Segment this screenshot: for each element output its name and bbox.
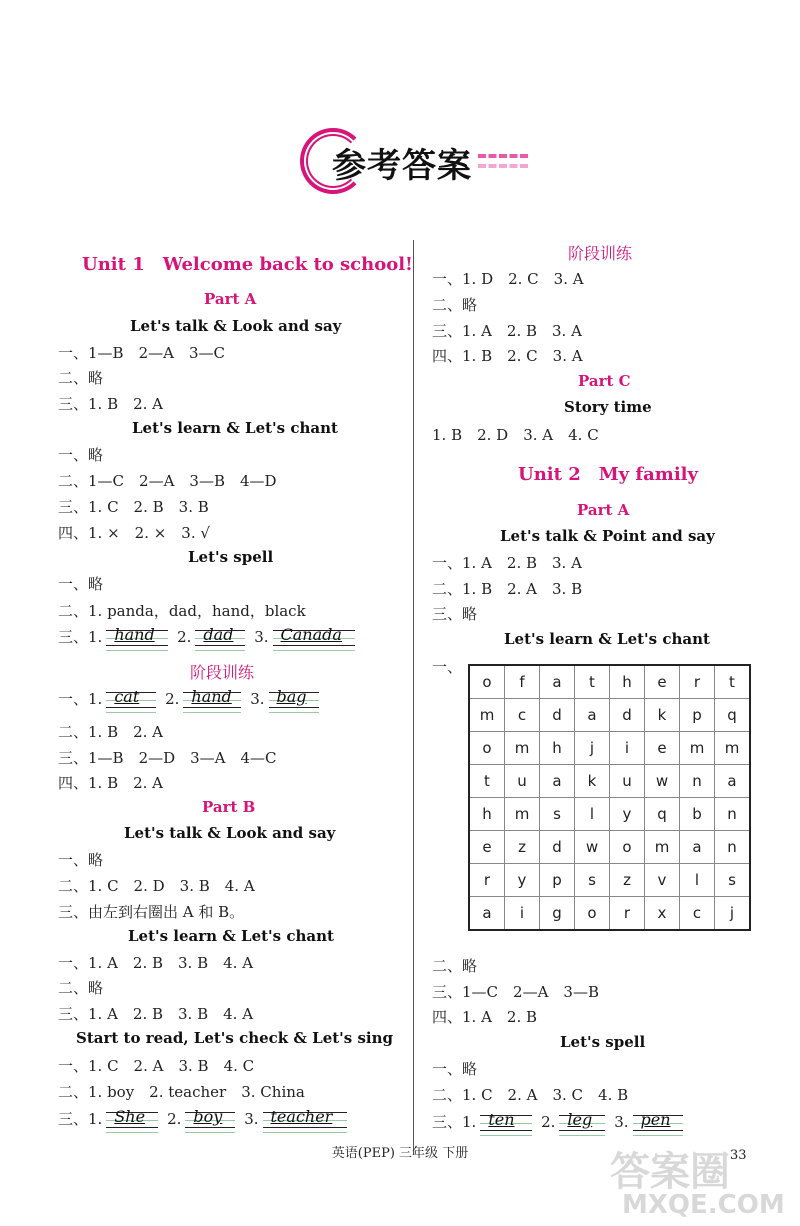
item-prefix: 三、1.: [58, 1110, 103, 1128]
grid-cell: q: [645, 798, 680, 831]
right-story-heading: Story time: [564, 398, 652, 416]
answer-line: 三、1—B 2—D 3—A 4—C: [58, 749, 277, 767]
grid-cell: i: [610, 732, 645, 765]
grid-cell: o: [469, 665, 505, 699]
grid-cell: a: [575, 699, 610, 732]
handwritten-word: Canada: [280, 625, 342, 644]
left-stage-heading: 阶段训练: [190, 663, 255, 682]
unit2-title: Unit 2 My family: [518, 464, 698, 485]
page-number: 33: [730, 1148, 747, 1163]
answer-line: 三、1. A 2. B 3. B 4. A: [58, 1005, 254, 1023]
answer-line: 二、1. B 2. A 3. B: [432, 580, 583, 598]
answer-line: 四、1. × 2. × 3. √: [58, 524, 210, 542]
handwriting-answer-line: [58, 1108, 351, 1132]
grid-cell: z: [610, 864, 645, 897]
handwriting-answer-line: [58, 626, 359, 650]
grid-cell: r: [610, 897, 645, 931]
grid-cell: n: [715, 798, 751, 831]
handwritten-word: leg: [567, 1110, 593, 1129]
grid-cell: b: [680, 798, 715, 831]
grid-cell: a: [540, 765, 575, 798]
grid-cell: l: [680, 864, 715, 897]
answer-line: 三、1. A 2. B 3. A: [432, 322, 582, 340]
title-dash-decoration-2: [478, 164, 528, 172]
grid-cell: h: [540, 732, 575, 765]
answer-line: 二、1. B 2. A: [58, 723, 164, 741]
item-number: 3.: [254, 628, 269, 646]
grid-row: [469, 665, 750, 699]
answer-line: 二、略: [432, 957, 478, 975]
item-prefix: 三、1.: [58, 628, 103, 646]
grid-cell: c: [680, 897, 715, 931]
left-talk-b-heading: Let's talk & Look and say: [124, 824, 336, 842]
answer-line: 二、略: [58, 979, 104, 997]
handwriting-box: [185, 1108, 235, 1132]
item-prefix: 三、1.: [432, 1113, 477, 1131]
grid-row: [469, 699, 750, 732]
handwritten-word: dad: [203, 625, 234, 644]
answer-line: 四、1. B 2. A: [58, 774, 164, 792]
grid-cell: m: [645, 831, 680, 864]
grid-cell: e: [645, 665, 680, 699]
grid-cell: q: [715, 699, 751, 732]
handwriting-box: [269, 688, 319, 712]
handwriting-box: [183, 688, 241, 712]
grid-cell: p: [680, 699, 715, 732]
answer-line: 一、1. A 2. B 3. B 4. A: [58, 954, 254, 972]
page-title-block: [300, 128, 540, 198]
column-divider: [413, 240, 414, 1155]
right-stage-heading: 阶段训练: [568, 244, 633, 263]
grid-cell: r: [680, 665, 715, 699]
grid-cell: e: [469, 831, 505, 864]
item-number: 3.: [614, 1113, 629, 1131]
grid-cell: s: [575, 864, 610, 897]
right-talk-heading: Let's talk & Point and say: [500, 527, 715, 545]
grid-cell: s: [540, 798, 575, 831]
left-spell-heading: Let's spell: [188, 548, 274, 566]
answer-line: 一、1. D 2. C 3. A: [432, 270, 584, 288]
handwriting-box: [559, 1111, 605, 1135]
grid-cell: k: [645, 699, 680, 732]
item-number: 2.: [541, 1113, 556, 1131]
answer-line: 三、略: [432, 605, 478, 623]
answer-line: 四、1. B 2. C 3. A: [432, 347, 583, 365]
handwriting-box: [263, 1108, 347, 1132]
grid-cell: z: [505, 831, 540, 864]
page-title: 参考答案: [332, 146, 472, 186]
right-spell-heading: Let's spell: [560, 1033, 646, 1051]
grid-cell: n: [680, 765, 715, 798]
item-number: 2.: [165, 690, 180, 708]
grid-row: [469, 864, 750, 897]
grid-cell: d: [610, 699, 645, 732]
answer-line: 一、略: [58, 851, 104, 869]
handwriting-box: [480, 1111, 532, 1135]
answer-line: 1. B 2. D 3. A 4. C: [432, 426, 599, 444]
grid-cell: l: [575, 798, 610, 831]
grid-row: [469, 897, 750, 931]
right-part-a-heading: Part A: [577, 501, 630, 519]
answer-line: 二、略: [58, 369, 104, 387]
handwritten-word: boy: [193, 1107, 223, 1126]
handwriting-answer-line: [58, 688, 323, 712]
grid-cell: w: [645, 765, 680, 798]
item-number: 3.: [250, 690, 265, 708]
grid-cell: o: [610, 831, 645, 864]
grid-cell: m: [680, 732, 715, 765]
grid-cell: r: [469, 864, 505, 897]
left-part-b-heading: Part B: [202, 798, 256, 816]
title-dash-decoration: [478, 154, 528, 162]
word-search-grid: [468, 664, 751, 931]
answer-line: 二、1—C 2—A 3—B 4—D: [58, 472, 277, 490]
handwritten-word: teacher: [270, 1107, 333, 1126]
grid-cell: h: [610, 665, 645, 699]
handwritten-word: cat: [114, 687, 140, 706]
grid-row: [469, 765, 750, 798]
handwriting-box: [195, 626, 245, 650]
grid-cell: u: [610, 765, 645, 798]
grid-cell: a: [715, 765, 751, 798]
grid-cell: d: [540, 699, 575, 732]
handwritten-word: pen: [640, 1110, 671, 1129]
grid-cell: h: [469, 798, 505, 831]
answer-line: 二、1. boy 2. teacher 3. China: [58, 1083, 305, 1101]
grid-cell: m: [505, 732, 540, 765]
left-part-a-heading: Part A: [204, 290, 257, 308]
grid-cell: a: [680, 831, 715, 864]
grid-row: [469, 831, 750, 864]
grid-cell: e: [645, 732, 680, 765]
answer-line: 一、略: [58, 575, 104, 593]
grid-cell: m: [715, 732, 751, 765]
answer-line: 一、略: [58, 446, 104, 464]
answer-line: 一、1. A 2. B 3. A: [432, 554, 582, 572]
handwritten-word: She: [114, 1107, 146, 1126]
watermark-url: MXQE.COM: [622, 1190, 785, 1220]
answer-line: 三、由左到右圈出 A 和 B。: [58, 903, 245, 921]
grid-cell: m: [505, 798, 540, 831]
handwriting-box: [106, 688, 156, 712]
grid-cell: w: [575, 831, 610, 864]
handwritten-word: bag: [276, 687, 307, 706]
grid-cell: j: [575, 732, 610, 765]
grid-cell: g: [540, 897, 575, 931]
answer-line: 一、1—B 2—A 3—C: [58, 344, 225, 362]
answer-line: 一、略: [432, 1060, 478, 1078]
grid-row: [469, 798, 750, 831]
item-number: 3.: [244, 1110, 259, 1128]
grid-cell: a: [540, 665, 575, 699]
grid-cell: t: [469, 765, 505, 798]
handwriting-answer-line: [432, 1111, 687, 1135]
grid-cell: f: [505, 665, 540, 699]
right-learn-heading: Let's learn & Let's chant: [504, 630, 710, 648]
handwritten-word: ten: [488, 1110, 515, 1129]
grid-cell: d: [540, 831, 575, 864]
answer-line: 一、1. C 2. A 3. B 4. C: [58, 1057, 255, 1075]
left-read-heading: Start to read, Let's check & Let's sing: [76, 1029, 393, 1047]
grid-cell: a: [469, 897, 505, 931]
grid-cell: y: [505, 864, 540, 897]
grid-cell: m: [469, 699, 505, 732]
answer-line: 四、1. A 2. B: [432, 1008, 538, 1026]
answer-line: 三、1. C 2. B 3. B: [58, 498, 209, 516]
answer-line: 二、略: [432, 296, 478, 314]
left-learn-b-heading: Let's learn & Let's chant: [128, 927, 334, 945]
item-prefix: 一、1.: [58, 690, 103, 708]
item-number: 2.: [177, 628, 192, 646]
handwritten-word: hand: [191, 687, 232, 706]
unit1-title: Unit 1 Welcome back to school!: [82, 254, 413, 275]
grid-cell: s: [715, 864, 751, 897]
grid-cell: i: [505, 897, 540, 931]
handwritten-word: hand: [114, 625, 155, 644]
grid-cell: o: [575, 897, 610, 931]
grid-cell: p: [540, 864, 575, 897]
grid-cell: u: [505, 765, 540, 798]
grid-cell: x: [645, 897, 680, 931]
right-part-c-heading: Part C: [578, 372, 631, 390]
handwriting-box: [633, 1111, 683, 1135]
grid-cell: n: [715, 831, 751, 864]
watermark-logo: 答案圈: [610, 1149, 730, 1195]
answer-line: 三、1. B 2. A: [58, 395, 164, 413]
grid-cell: t: [575, 665, 610, 699]
answer-line: 二、1. panda，dad，hand，black: [58, 602, 306, 620]
left-talk-heading: Let's talk & Look and say: [130, 317, 342, 335]
grid-cell: y: [610, 798, 645, 831]
handwriting-box: [106, 1108, 158, 1132]
grid-row: [469, 732, 750, 765]
answer-line: 二、1. C 2. A 3. C 4. B: [432, 1086, 629, 1104]
page-footer: 英语(PEP) 三年级 下册: [331, 1146, 469, 1161]
grid-cell: t: [715, 665, 751, 699]
left-learn-heading: Let's learn & Let's chant: [132, 419, 338, 437]
answer-line: 三、1—C 2—A 3—B: [432, 983, 599, 1001]
grid-cell: k: [575, 765, 610, 798]
grid-cell: o: [469, 732, 505, 765]
grid-cell: v: [645, 864, 680, 897]
handwriting-box: [273, 626, 355, 650]
grid-cell: c: [505, 699, 540, 732]
handwriting-box: [106, 626, 168, 650]
answer-line: 二、1. C 2. D 3. B 4. A: [58, 877, 255, 895]
grid-cell: j: [715, 897, 751, 931]
item-number: 2.: [167, 1110, 182, 1128]
answer-line: 一、: [432, 658, 463, 676]
